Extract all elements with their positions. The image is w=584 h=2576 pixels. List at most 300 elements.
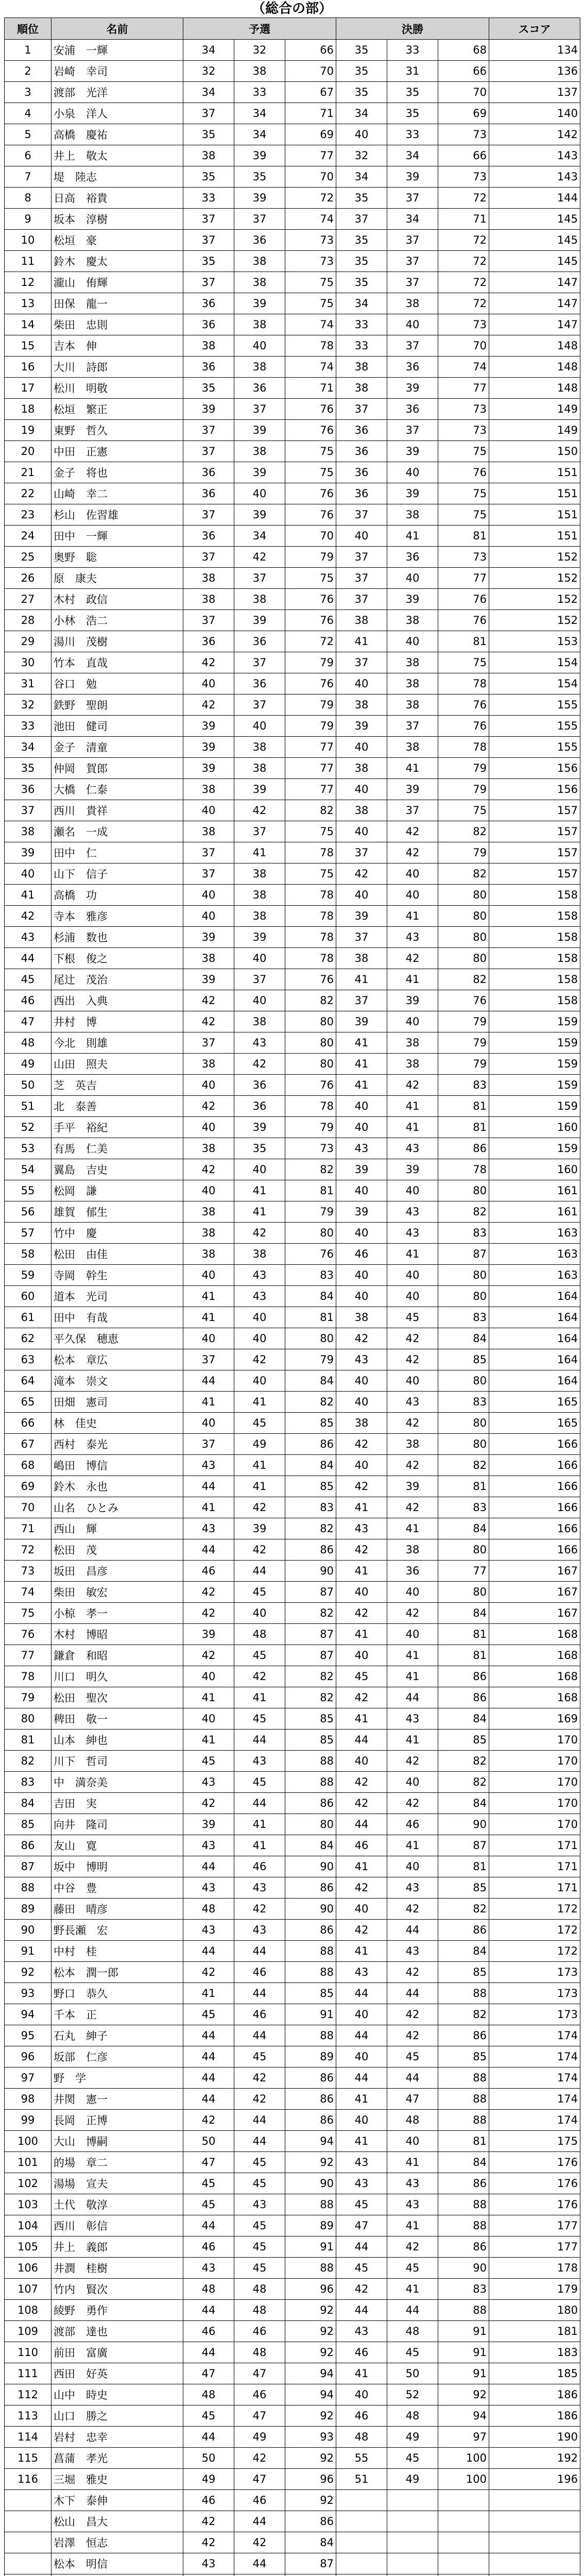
final-in-cell: 41 bbox=[387, 1518, 438, 1539]
rank-cell: 111 bbox=[5, 2363, 51, 2384]
table-row bbox=[5, 1708, 580, 1730]
header-score: スコア bbox=[489, 18, 580, 40]
final-out-cell: 41 bbox=[336, 2363, 387, 2384]
prelim-out-cell: 44 bbox=[183, 2025, 234, 2046]
final-out-cell: 42 bbox=[336, 1687, 387, 1708]
score-cell: 147 bbox=[489, 314, 580, 335]
table-row bbox=[5, 209, 580, 230]
final-in-cell bbox=[387, 2511, 438, 2532]
prelim-out-cell: 40 bbox=[183, 1708, 234, 1730]
prelim-in-cell: 47 bbox=[234, 2363, 285, 2384]
rank-cell: 21 bbox=[5, 462, 51, 483]
final-in-cell: 40 bbox=[387, 1772, 438, 1793]
name-cell: 坂中 博明 bbox=[51, 1856, 183, 1877]
prelim-out-cell: 42 bbox=[183, 1159, 234, 1180]
final-out-cell: 40 bbox=[336, 1645, 387, 1666]
name-cell: 松本 章広 bbox=[51, 1349, 183, 1370]
final-out-cell: 46 bbox=[336, 2342, 387, 2363]
final-total-cell: 70 bbox=[438, 335, 489, 357]
prelim-in-cell: 37 bbox=[234, 209, 285, 230]
final-total-cell: 91 bbox=[438, 2363, 489, 2384]
rank-cell: 105 bbox=[5, 2236, 51, 2258]
final-out-cell: 40 bbox=[336, 2046, 387, 2067]
final-total-cell: 80 bbox=[438, 948, 489, 969]
final-in-cell: 41 bbox=[387, 526, 438, 547]
prelim-total-cell: 86 bbox=[285, 2511, 336, 2532]
final-out-cell: 35 bbox=[336, 61, 387, 82]
prelim-out-cell: 42 bbox=[183, 1011, 234, 1032]
prelim-total-cell: 82 bbox=[285, 1603, 336, 1624]
prelim-out-cell: 33 bbox=[183, 188, 234, 209]
table-row bbox=[5, 2427, 580, 2448]
final-total-cell: 97 bbox=[438, 2427, 489, 2448]
prelim-total-cell: 76 bbox=[285, 1244, 336, 1265]
rank-cell: 28 bbox=[5, 610, 51, 631]
prelim-total-cell: 84 bbox=[285, 1370, 336, 1392]
final-total-cell: 82 bbox=[438, 863, 489, 885]
score-cell: 173 bbox=[489, 2004, 580, 2025]
name-cell: 雄賀 郁生 bbox=[51, 1201, 183, 1223]
prelim-out-cell: 48 bbox=[183, 1899, 234, 1920]
score-cell: 178 bbox=[489, 2258, 580, 2279]
name-cell: 鈴木 慶太 bbox=[51, 251, 183, 272]
prelim-out-cell: 42 bbox=[183, 1582, 234, 1603]
final-total-cell: 84 bbox=[438, 1793, 489, 1814]
final-out-cell: 35 bbox=[336, 188, 387, 209]
prelim-in-cell: 48 bbox=[234, 2300, 285, 2321]
final-in-cell: 42 bbox=[387, 1962, 438, 1983]
score-cell: 176 bbox=[489, 2152, 580, 2173]
prelim-out-cell: 40 bbox=[183, 1117, 234, 1138]
name-cell: 山田 照夫 bbox=[51, 1054, 183, 1075]
final-out-cell: 38 bbox=[336, 1413, 387, 1434]
name-cell: 田保 龍一 bbox=[51, 293, 183, 314]
prelim-out-cell: 42 bbox=[183, 1603, 234, 1624]
prelim-out-cell: 40 bbox=[183, 1666, 234, 1687]
final-out-cell: 40 bbox=[336, 1117, 387, 1138]
score-cell: 164 bbox=[489, 1286, 580, 1307]
final-in-cell: 33 bbox=[387, 40, 438, 61]
final-total-cell: 82 bbox=[438, 1772, 489, 1793]
rank-cell: 39 bbox=[5, 842, 51, 863]
final-out-cell: 39 bbox=[336, 1159, 387, 1180]
score-cell: 134 bbox=[489, 40, 580, 61]
final-in-cell: 41 bbox=[387, 1244, 438, 1265]
score-cell: 168 bbox=[489, 1624, 580, 1645]
table-row bbox=[5, 82, 580, 103]
final-in-cell: 36 bbox=[387, 357, 438, 378]
name-cell: 坂本 淳樹 bbox=[51, 209, 183, 230]
name-cell: 坂田 昌彦 bbox=[51, 1561, 183, 1582]
prelim-out-cell: 36 bbox=[183, 631, 234, 652]
name-cell: 瀬名 一成 bbox=[51, 821, 183, 842]
table-row bbox=[5, 335, 580, 357]
prelim-in-cell: 40 bbox=[234, 1159, 285, 1180]
header-final: 決勝 bbox=[336, 18, 489, 40]
final-total-cell: 88 bbox=[438, 1983, 489, 2004]
prelim-in-cell: 37 bbox=[234, 821, 285, 842]
prelim-total-cell: 94 bbox=[285, 2384, 336, 2405]
score-cell: 186 bbox=[489, 2405, 580, 2427]
prelim-in-cell: 41 bbox=[234, 1687, 285, 1708]
prelim-in-cell: 37 bbox=[234, 694, 285, 716]
final-out-cell: 40 bbox=[336, 2004, 387, 2025]
prelim-total-cell: 70 bbox=[285, 61, 336, 82]
prelim-out-cell: 47 bbox=[183, 2152, 234, 2173]
final-total-cell: 84 bbox=[438, 2152, 489, 2173]
final-out-cell: 35 bbox=[336, 230, 387, 251]
prelim-total-cell: 74 bbox=[285, 357, 336, 378]
final-in-cell: 43 bbox=[387, 2194, 438, 2215]
rank-cell: 100 bbox=[5, 2131, 51, 2152]
final-total-cell: 86 bbox=[438, 1666, 489, 1687]
table-row bbox=[5, 547, 580, 568]
table-row bbox=[5, 145, 580, 166]
prelim-total-cell: 79 bbox=[285, 1201, 336, 1223]
final-out-cell: 37 bbox=[336, 990, 387, 1011]
prelim-total-cell: 67 bbox=[285, 82, 336, 103]
final-in-cell: 44 bbox=[387, 2067, 438, 2089]
prelim-in-cell: 36 bbox=[234, 230, 285, 251]
final-in-cell: 39 bbox=[387, 779, 438, 800]
score-cell: 158 bbox=[489, 885, 580, 906]
final-total-cell: 79 bbox=[438, 1054, 489, 1075]
score-cell: 171 bbox=[489, 1877, 580, 1899]
prelim-total-cell: 96 bbox=[285, 2279, 336, 2300]
table-row bbox=[5, 1877, 580, 1899]
prelim-out-cell: 39 bbox=[183, 399, 234, 420]
table-row bbox=[5, 1561, 580, 1582]
prelim-out-cell: 46 bbox=[183, 2321, 234, 2342]
final-total-cell bbox=[438, 2553, 489, 2574]
rank-cell: 51 bbox=[5, 1096, 51, 1117]
final-in-cell: 40 bbox=[387, 2131, 438, 2152]
rank-cell: 67 bbox=[5, 1434, 51, 1455]
rank-cell: 93 bbox=[5, 1983, 51, 2004]
name-cell: 土代 敬淳 bbox=[51, 2194, 183, 2215]
prelim-out-cell: 40 bbox=[183, 1413, 234, 1434]
final-out-cell bbox=[336, 2511, 387, 2532]
final-in-cell: 42 bbox=[387, 1075, 438, 1096]
prelim-out-cell: 43 bbox=[183, 1920, 234, 1941]
prelim-in-cell: 39 bbox=[234, 1518, 285, 1539]
score-cell: 160 bbox=[489, 1117, 580, 1138]
prelim-out-cell: 37 bbox=[183, 1349, 234, 1370]
table-row bbox=[5, 885, 580, 906]
prelim-in-cell: 40 bbox=[234, 1370, 285, 1392]
final-total-cell: 76 bbox=[438, 589, 489, 610]
prelim-total-cell: 78 bbox=[285, 885, 336, 906]
rank-cell: 15 bbox=[5, 335, 51, 357]
final-in-cell: 39 bbox=[387, 378, 438, 399]
score-cell: 170 bbox=[489, 1730, 580, 1751]
prelim-out-cell: 44 bbox=[183, 1941, 234, 1962]
final-out-cell: 35 bbox=[336, 272, 387, 293]
prelim-in-cell: 38 bbox=[234, 906, 285, 927]
rank-cell: 107 bbox=[5, 2279, 51, 2300]
final-total-cell: 77 bbox=[438, 1561, 489, 1582]
prelim-out-cell: 44 bbox=[183, 2300, 234, 2321]
prelim-total-cell: 76 bbox=[285, 420, 336, 441]
prelim-total-cell: 81 bbox=[285, 1307, 336, 1328]
final-in-cell: 42 bbox=[387, 1497, 438, 1518]
prelim-out-cell: 38 bbox=[183, 1223, 234, 1244]
final-in-cell: 38 bbox=[387, 673, 438, 694]
prelim-in-cell: 42 bbox=[234, 1054, 285, 1075]
prelim-in-cell: 34 bbox=[234, 103, 285, 124]
prelim-total-cell: 87 bbox=[285, 1624, 336, 1645]
final-in-cell: 48 bbox=[387, 2321, 438, 2342]
prelim-in-cell: 45 bbox=[234, 1413, 285, 1434]
prelim-in-cell: 42 bbox=[234, 2532, 285, 2553]
table-row bbox=[5, 230, 580, 251]
table-row bbox=[5, 1518, 580, 1539]
rank-cell: 110 bbox=[5, 2342, 51, 2363]
rank-cell: 11 bbox=[5, 251, 51, 272]
prelim-out-cell: 37 bbox=[183, 504, 234, 526]
final-out-cell: 33 bbox=[336, 335, 387, 357]
table-row bbox=[5, 2321, 580, 2342]
name-cell: 西田 好英 bbox=[51, 2363, 183, 2384]
final-in-cell: 40 bbox=[387, 1370, 438, 1392]
prelim-out-cell: 41 bbox=[183, 1307, 234, 1328]
final-in-cell: 38 bbox=[387, 652, 438, 673]
prelim-in-cell: 39 bbox=[234, 293, 285, 314]
final-in-cell: 41 bbox=[387, 1096, 438, 1117]
prelim-out-cell: 50 bbox=[183, 2448, 234, 2469]
prelim-out-cell: 44 bbox=[183, 2215, 234, 2236]
final-total-cell: 80 bbox=[438, 1434, 489, 1455]
final-in-cell: 40 bbox=[387, 1011, 438, 1032]
final-total-cell: 79 bbox=[438, 1032, 489, 1054]
rank-cell: 14 bbox=[5, 314, 51, 335]
prelim-out-cell: 43 bbox=[183, 1835, 234, 1856]
final-in-cell: 39 bbox=[387, 166, 438, 188]
table-row bbox=[5, 61, 580, 82]
score-cell: 149 bbox=[489, 420, 580, 441]
rank-cell: 95 bbox=[5, 2025, 51, 2046]
page-title: （総合の部） bbox=[251, 1, 332, 16]
prelim-out-cell: 42 bbox=[183, 1645, 234, 1666]
final-out-cell: 48 bbox=[336, 2427, 387, 2448]
table-row bbox=[5, 2110, 580, 2131]
prelim-total-cell: 82 bbox=[285, 1666, 336, 1687]
final-out-cell: 38 bbox=[336, 948, 387, 969]
rank-cell: 116 bbox=[5, 2469, 51, 2490]
prelim-in-cell: 33 bbox=[234, 82, 285, 103]
name-cell: 川下 哲司 bbox=[51, 1751, 183, 1772]
name-cell: 鉄野 聖朗 bbox=[51, 694, 183, 716]
final-total-cell: 86 bbox=[438, 2025, 489, 2046]
final-total-cell bbox=[438, 2511, 489, 2532]
score-cell: 167 bbox=[489, 1561, 580, 1582]
prelim-out-cell: 39 bbox=[183, 716, 234, 737]
final-total-cell: 80 bbox=[438, 1582, 489, 1603]
rank-cell: 68 bbox=[5, 1455, 51, 1476]
score-cell: 159 bbox=[489, 1032, 580, 1054]
final-out-cell: 36 bbox=[336, 420, 387, 441]
final-total-cell: 74 bbox=[438, 357, 489, 378]
prelim-total-cell: 80 bbox=[285, 1032, 336, 1054]
name-cell: 岩崎 幸司 bbox=[51, 61, 183, 82]
prelim-out-cell: 44 bbox=[183, 2067, 234, 2089]
final-in-cell: 47 bbox=[387, 2089, 438, 2110]
prelim-out-cell: 50 bbox=[183, 2131, 234, 2152]
name-cell: 渡部 光洋 bbox=[51, 82, 183, 103]
prelim-total-cell: 90 bbox=[285, 2173, 336, 2194]
prelim-out-cell: 43 bbox=[183, 1455, 234, 1476]
prelim-total-cell: 76 bbox=[285, 399, 336, 420]
final-in-cell: 40 bbox=[387, 1265, 438, 1286]
final-in-cell: 40 bbox=[387, 1582, 438, 1603]
name-cell: 坂部 仁彦 bbox=[51, 2046, 183, 2067]
final-out-cell: 40 bbox=[336, 2384, 387, 2405]
final-in-cell: 40 bbox=[387, 1624, 438, 1645]
rank-cell: 48 bbox=[5, 1032, 51, 1054]
rank-cell: 50 bbox=[5, 1075, 51, 1096]
table-row bbox=[5, 124, 580, 145]
prelim-out-cell: 38 bbox=[183, 589, 234, 610]
final-total-cell: 72 bbox=[438, 230, 489, 251]
table-row bbox=[5, 1772, 580, 1793]
final-out-cell: 39 bbox=[336, 1201, 387, 1223]
prelim-in-cell: 42 bbox=[234, 2448, 285, 2469]
name-cell: 中村 桂 bbox=[51, 1941, 183, 1962]
final-in-cell: 42 bbox=[387, 1751, 438, 1772]
final-in-cell: 42 bbox=[387, 1899, 438, 1920]
prelim-in-cell: 48 bbox=[234, 2342, 285, 2363]
table-row bbox=[5, 800, 580, 821]
final-in-cell: 38 bbox=[387, 1032, 438, 1054]
prelim-out-cell: 37 bbox=[183, 547, 234, 568]
rank-cell: 81 bbox=[5, 1730, 51, 1751]
rank-cell: 38 bbox=[5, 821, 51, 842]
prelim-total-cell: 88 bbox=[285, 1941, 336, 1962]
rank-cell bbox=[5, 2532, 51, 2553]
score-cell: 145 bbox=[489, 209, 580, 230]
final-out-cell bbox=[336, 2532, 387, 2553]
final-out-cell: 55 bbox=[336, 2448, 387, 2469]
score-cell: 143 bbox=[489, 145, 580, 166]
final-out-cell: 47 bbox=[336, 2215, 387, 2236]
final-in-cell: 38 bbox=[387, 293, 438, 314]
prelim-total-cell: 85 bbox=[285, 1983, 336, 2004]
rank-cell: 42 bbox=[5, 906, 51, 927]
final-in-cell: 40 bbox=[387, 568, 438, 589]
prelim-total-cell: 79 bbox=[285, 1349, 336, 1370]
final-total-cell: 85 bbox=[438, 2046, 489, 2067]
table-row bbox=[5, 526, 580, 547]
name-cell: 田中 有哉 bbox=[51, 1307, 183, 1328]
rank-cell: 76 bbox=[5, 1624, 51, 1645]
name-cell: 竹本 直哉 bbox=[51, 652, 183, 673]
prelim-total-cell: 92 bbox=[285, 2405, 336, 2427]
prelim-out-cell: 44 bbox=[183, 2427, 234, 2448]
name-cell: 松垣 豪 bbox=[51, 230, 183, 251]
final-in-cell: 31 bbox=[387, 61, 438, 82]
rank-cell: 25 bbox=[5, 547, 51, 568]
score-cell: 144 bbox=[489, 188, 580, 209]
rank-cell: 49 bbox=[5, 1054, 51, 1075]
score-cell: 174 bbox=[489, 2110, 580, 2131]
table-row bbox=[5, 652, 580, 673]
score-cell: 153 bbox=[489, 631, 580, 652]
prelim-total-cell: 75 bbox=[285, 272, 336, 293]
table-row bbox=[5, 483, 580, 504]
final-in-cell: 52 bbox=[387, 2384, 438, 2405]
name-cell: 山下 信子 bbox=[51, 863, 183, 885]
final-out-cell: 40 bbox=[336, 124, 387, 145]
score-cell: 151 bbox=[489, 504, 580, 526]
rank-cell bbox=[5, 2511, 51, 2532]
prelim-in-cell: 46 bbox=[234, 2384, 285, 2405]
final-out-cell: 40 bbox=[336, 1751, 387, 1772]
prelim-total-cell: 73 bbox=[285, 251, 336, 272]
final-out-cell bbox=[336, 2553, 387, 2574]
rank-cell: 27 bbox=[5, 589, 51, 610]
final-total-cell: 80 bbox=[438, 1265, 489, 1286]
prelim-total-cell: 89 bbox=[285, 2046, 336, 2067]
table-row bbox=[5, 1349, 580, 1370]
prelim-total-cell: 77 bbox=[285, 779, 336, 800]
name-cell: 嶋田 博信 bbox=[51, 1455, 183, 1476]
final-in-cell: 40 bbox=[387, 314, 438, 335]
score-cell: 137 bbox=[489, 82, 580, 103]
final-in-cell: 41 bbox=[387, 969, 438, 990]
rank-cell bbox=[5, 2553, 51, 2574]
final-total-cell: 78 bbox=[438, 1159, 489, 1180]
score-cell: 166 bbox=[489, 1434, 580, 1455]
prelim-in-cell: 38 bbox=[234, 441, 285, 462]
score-cell: 154 bbox=[489, 652, 580, 673]
prelim-in-cell: 41 bbox=[234, 1476, 285, 1497]
final-out-cell: 39 bbox=[336, 716, 387, 737]
prelim-in-cell: 45 bbox=[234, 1645, 285, 1666]
table-row bbox=[5, 1392, 580, 1413]
name-cell: 山中 時史 bbox=[51, 2384, 183, 2405]
name-cell: 東野 哲久 bbox=[51, 420, 183, 441]
prelim-in-cell: 48 bbox=[234, 1624, 285, 1645]
prelim-in-cell: 42 bbox=[234, 1539, 285, 1561]
final-in-cell: 41 bbox=[387, 2215, 438, 2236]
final-total-cell: 85 bbox=[438, 1877, 489, 1899]
score-cell: 152 bbox=[489, 568, 580, 589]
final-total-cell bbox=[438, 2574, 489, 2576]
rank-cell: 94 bbox=[5, 2004, 51, 2025]
rank-cell: 74 bbox=[5, 1582, 51, 1603]
table-row bbox=[5, 1603, 580, 1624]
prelim-in-cell: 45 bbox=[234, 2152, 285, 2173]
final-in-cell: 43 bbox=[387, 1138, 438, 1159]
prelim-in-cell: 40 bbox=[234, 1307, 285, 1328]
name-cell: 堤 陸志 bbox=[51, 166, 183, 188]
rank-cell: 88 bbox=[5, 1877, 51, 1899]
final-out-cell: 44 bbox=[336, 2025, 387, 2046]
name-cell: 金子 将也 bbox=[51, 462, 183, 483]
prelim-in-cell: 41 bbox=[234, 1835, 285, 1856]
prelim-total-cell: 87 bbox=[285, 1645, 336, 1666]
prelim-in-cell: 43 bbox=[234, 1751, 285, 1772]
final-total-cell: 76 bbox=[438, 610, 489, 631]
table-row bbox=[5, 272, 580, 293]
final-in-cell: 42 bbox=[387, 948, 438, 969]
final-in-cell: 33 bbox=[387, 124, 438, 145]
table-row bbox=[5, 1899, 580, 1920]
prelim-in-cell: 43 bbox=[234, 1877, 285, 1899]
name-cell: 湯川 茂樹 bbox=[51, 631, 183, 652]
prelim-out-cell: 38 bbox=[183, 1138, 234, 1159]
rank-cell: 23 bbox=[5, 504, 51, 526]
